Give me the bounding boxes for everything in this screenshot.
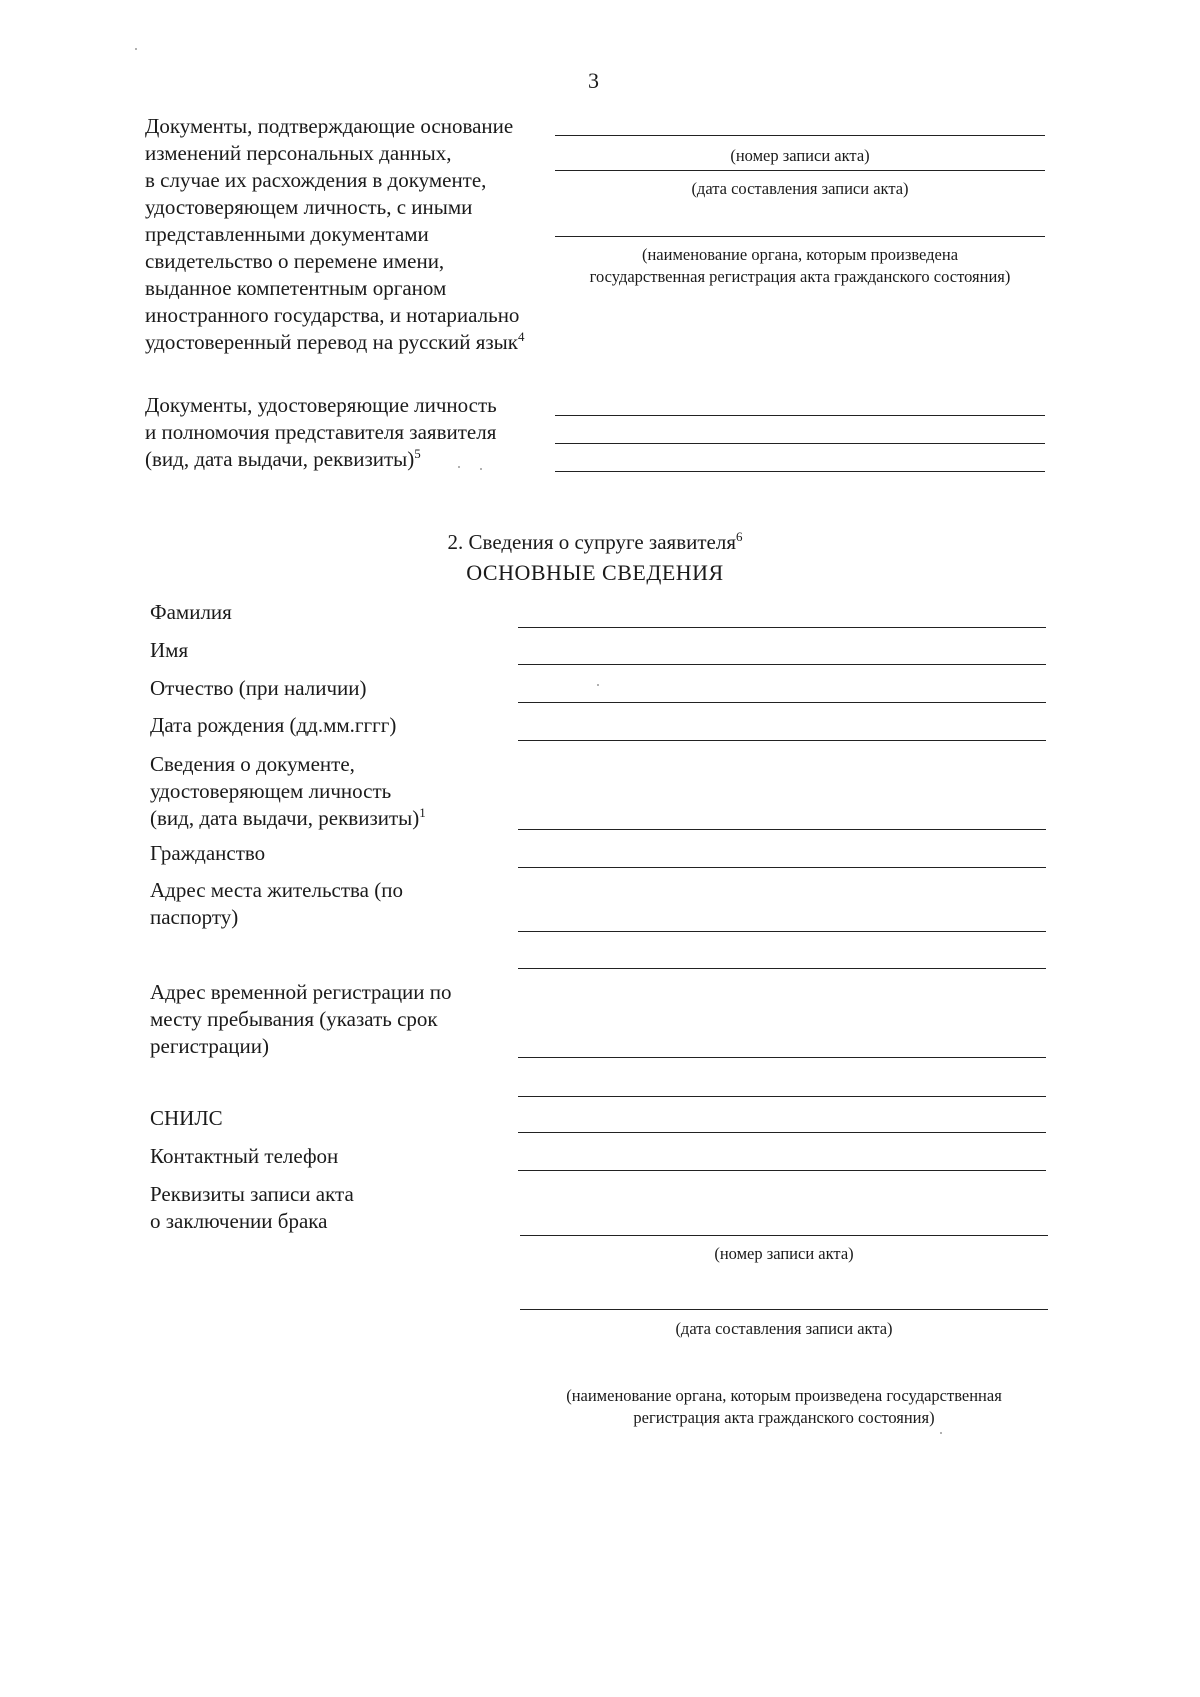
authority-caption: (наименование органа, которым произведена государственная регистрация акта гражданского состояния) — [589, 245, 1011, 286]
record-number-line[interactable] — [555, 170, 1045, 171]
snils-line[interactable] — [518, 1132, 1046, 1133]
footnote-ref: 6 — [735, 529, 743, 544]
phone-line[interactable] — [518, 1170, 1046, 1171]
marriage-record-label: Реквизиты записи акта о заключении брака — [150, 1182, 354, 1233]
phone-label: Контактный телефон — [150, 1144, 339, 1168]
page-number: 3 — [588, 68, 599, 93]
snils-label: СНИЛС — [150, 1106, 223, 1130]
name-label: Имя — [150, 638, 189, 662]
residence-address-line-2[interactable] — [518, 968, 1046, 969]
section2-title-text: 2. Сведения о супруге заявителя — [447, 530, 736, 554]
authority-line[interactable] — [555, 236, 1045, 237]
marriage-record-date-line[interactable] — [520, 1309, 1048, 1310]
residence-address-line-1[interactable] — [518, 931, 1046, 932]
id-document-label-text: Сведения о документе, удостоверяющем личность (вид, дата выдачи, реквизиты) — [150, 752, 420, 830]
footnote-ref: 4 — [517, 329, 525, 344]
citizenship-label: Гражданство — [150, 841, 266, 865]
record-date-caption: (дата составления записи акта) — [691, 179, 909, 198]
scan-speck — [940, 1432, 942, 1434]
rep-docs-line-3[interactable] — [555, 471, 1045, 472]
marriage-record-date-caption: (дата составления записи акта) — [675, 1319, 893, 1338]
temp-registration-label: Адрес временной регистрации по месту пребывания (указать срок регистрации) — [150, 980, 452, 1058]
rep-docs-line-1[interactable] — [555, 415, 1045, 416]
footnote-ref: 5 — [414, 446, 421, 461]
marriage-record-number-caption: (номер записи акта) — [714, 1244, 854, 1263]
marriage-authority-caption: (наименование органа, которым произведена государственная регистрация акта гражданского состояния) — [566, 1386, 1002, 1427]
birth-date-label: Дата рождения (дд.мм.гггг) — [150, 713, 397, 737]
patronymic-label: Отчество (при наличии) — [150, 676, 367, 700]
temp-registration-line-2[interactable] — [518, 1096, 1046, 1097]
section2-subtitle: ОСНОВНЫЕ СВЕДЕНИЯ — [466, 560, 724, 585]
basis-docs-label-text: Документы, подтверждающие основание изменений персональных данных, в случае их расхождения в документе, удостоверяющем личность, с иными представленными документами свидетельство о перемене имени, выданное компетентным органом иностранного государства, и нотариально удостоверенный перевод на русский язык — [145, 114, 520, 354]
surname-label: Фамилия — [150, 600, 232, 624]
scan-speck — [480, 468, 482, 470]
rep-docs-label — [145, 392, 565, 473]
scan-speck — [135, 48, 137, 50]
patronymic-line[interactable] — [518, 702, 1046, 703]
residence-address-label: Адрес места жительства (по паспорту) — [150, 878, 403, 929]
section2-title — [300, 530, 890, 555]
id-document-label — [150, 751, 510, 832]
basis-doc-line[interactable] — [555, 135, 1045, 136]
birth-date-line[interactable] — [518, 740, 1046, 741]
footnote-ref: 1 — [419, 805, 426, 820]
rep-docs-label-text: Документы, удостоверяющие личность и полномочия представителя заявителя (вид, дата выдачи, реквизиты) — [145, 393, 497, 471]
scan-speck — [458, 466, 460, 468]
surname-line[interactable] — [518, 627, 1046, 628]
rep-docs-line-2[interactable] — [555, 443, 1045, 444]
id-document-line[interactable] — [518, 829, 1046, 830]
basis-docs-label — [145, 113, 565, 356]
marriage-record-number-line[interactable] — [520, 1235, 1048, 1236]
citizenship-line[interactable] — [518, 867, 1046, 868]
name-line[interactable] — [518, 664, 1046, 665]
record-number-caption: (номер записи акта) — [730, 146, 870, 165]
scan-speck — [597, 684, 599, 686]
temp-registration-line-1[interactable] — [518, 1057, 1046, 1058]
